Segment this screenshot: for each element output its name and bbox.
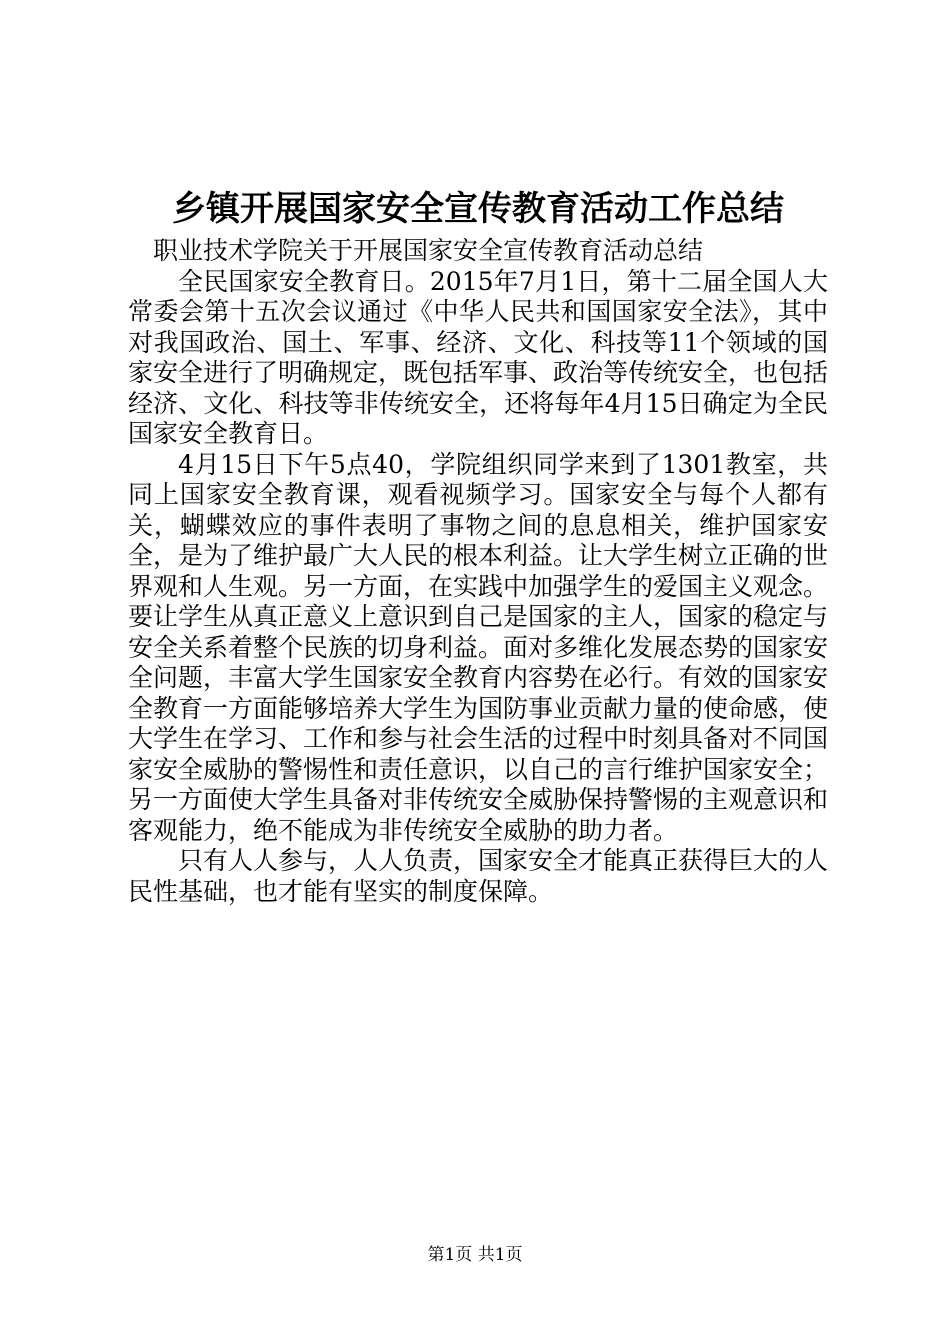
paragraph-2: 4月15日下午5点40，学院组织同学来到了1301教室，共同上国家安全教育课，观看视频学习。国家安全与每个人都有关，蝴蝶效应的事件表明了事物之间的息息相关，维护国家安全，是为了维护最广大人民的根本利益。让大学生树立正确的世界观和人生观。另一方面，在实践中加强学生的爱国主义观念。要让学生从真正意义上意识到自己是国家的主人，国家的稳定与安全关系着整个民族的切身利益。面对多维化发展态势的国家安全问题，丰富大学生国家安全教育内容势在必行。有效的国家安全教育一方面能够培养大学生为国防事业贡献力量的使命感，使大学生在学习、工作和参与社会生活的过程中时刻具备对不同国家安全威胁的警惕性和责任意识，以自己的言行维护国家安全；另一方面使大学生具备对非传统安全威胁保持警惕的主观意识和客观能力，绝不能成为非传统安全威胁的助力者。 <box>128 449 829 845</box>
paragraph-1: 全民国家安全教育日。2015年7月1日，第十二届全国人大常委会第十五次会议通过《中华人民共和国国家安全法》，其中对我国政治、国土、军事、经济、文化、科技等11个领域的国家安全进行了明确规定，既包括军事、政治等传统安全，也包括经济、文化、科技等非传统安全，还将每年4月15日确定为全民国家安全教育日。 <box>128 266 829 448</box>
document-title: 乡镇开展国家安全宣传教育活动工作总结 <box>172 189 784 229</box>
paragraph-3: 只有人人参与，人人负责，国家安全才能真正获得巨大的人民性基础，也才能有坚实的制度保障。 <box>128 846 829 906</box>
document-subtitle: 职业技术学院关于开展国家安全宣传教育活动总结 <box>153 236 704 265</box>
page-footer: 第1页 共1页 <box>427 1245 523 1265</box>
document-body <box>128 236 828 907</box>
